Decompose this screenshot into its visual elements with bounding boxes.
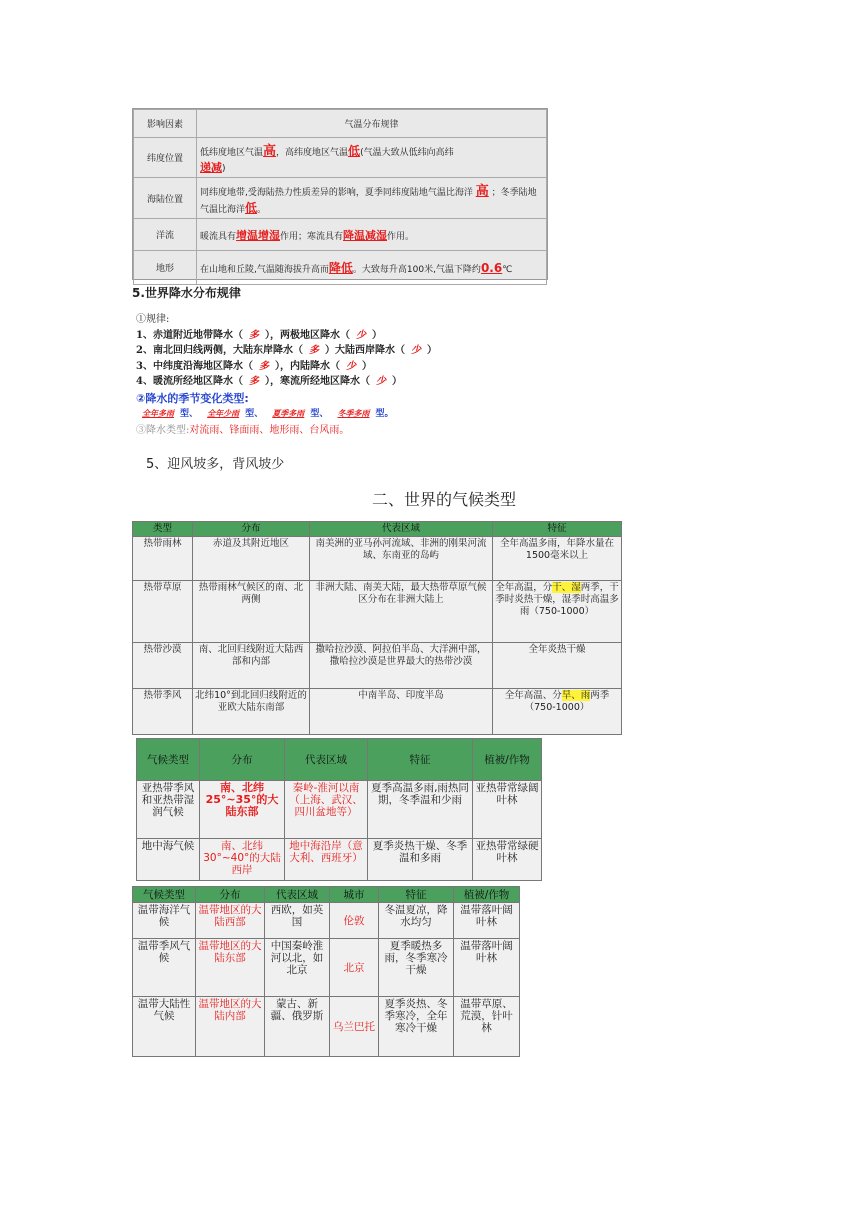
table-row: 热带草原 热带雨林气候区的南、北两侧 非洲大陆、南美大陆，最大热带草原气候区分布在非洲大陆上 全年高温，分干、湿两季，干季时炎热干燥，湿季时高温多雨（750-1000）: [133, 581, 622, 643]
col-distribution: 分布: [193, 522, 310, 537]
table-row: 温带大陆性气候 温带地区的大陆内部 蒙古、新疆、俄罗斯 乌兰巴托 夏季炎热、冬季寒冷，全年寒冷干燥 温带草原、荒漠，针叶林: [133, 997, 520, 1057]
temperate-climate-table: 气候类型 分布 代表区域 城市 特征 植被/作物 温带海洋气候 温带地区的大陆西部 西欧，如英国 伦敦 冬温夏凉，降水均匀 温带落叶阔叶林 温带季风气候 温带地区的大陆东部 中国秦岭淮河以北，如北京 北京 夏季暖热多雨，冬季寒冷干燥 温带落叶阔叶林 温带大陆性气候 温带地区的大陆内部 蒙古、新疆、俄罗斯 乌兰巴托 夏季炎热、冬季寒冷，全年寒冷干燥 温带草原、荒漠，针叶林: [132, 886, 520, 1057]
rule-current: 暖流具有增温增湿作用；寒流具有降温减湿作用。: [197, 219, 547, 251]
col-type: 类型: [133, 522, 193, 537]
factor-terrain: 地形: [134, 251, 197, 285]
rule-line-4: 4、暖流所经地区降水（ 多 ），寒流所经地区降水（ 少 ）: [136, 376, 402, 387]
rule-line-2: 2、南北回归线两侧，大陆东岸降水（ 多 ）大陆西岸降水（ 少 ）: [136, 345, 437, 356]
table-row: 热带季风 北纬10°到北回归线附近的亚欧大陆东南部 中南半岛、印度半岛 全年高温、分旱、雨两季（750-1000）: [133, 689, 622, 735]
rule-land-sea: 同纬度地带,受海陆热力性质差异的影响，夏季同纬度陆地气温比海洋 高 ；冬季陆地气温比海洋低。: [197, 178, 547, 219]
precipitation-rules: [136, 312, 476, 438]
header-rule: 气温分布规律: [197, 110, 547, 138]
precip-kinds: ③降水类型:对流雨、锋面雨、地形雨、台风雨。: [136, 424, 350, 436]
slope-note: 5、迎风坡多，背风坡少: [146, 457, 285, 472]
rule-latitude: 低纬度地区气温高，高纬度地区气温低(气温大致从低纬向高纬 递减): [197, 138, 547, 178]
table-row: 温带季风气候 温带地区的大陆东部 中国秦岭淮河以北，如北京 北京 夏季暖热多雨，冬季寒冷干燥 温带落叶阔叶林: [133, 939, 520, 997]
factor-land-sea: 海陆位置: [134, 178, 197, 219]
rule-line-1: 1、赤道附近地带降水（ 多 ），两极地区降水（ 少 ）: [136, 329, 382, 341]
table-row: 温带海洋气候 温带地区的大陆西部 西欧，如英国 伦敦 冬温夏凉，降水均匀 温带落叶阔叶林: [133, 903, 520, 939]
season-type-title: ②降水的季节变化类型:: [136, 391, 249, 405]
table-row: 热带沙漠 南、北回归线附近大陆西部和内部 撒哈拉沙漠、阿拉伯半岛、大洋洲中部，撒哈拉沙漠是世界最大的热带沙漠 全年炎热干燥: [133, 643, 622, 689]
factor-latitude: 纬度位置: [134, 138, 197, 178]
rule-title: ①规律:: [136, 314, 170, 325]
subtropical-climate-table: 气候类型 分布 代表区域 特征 植被/作物 亚热带季风和亚热带湿润气候 南、北纬25°~35°的大陆东部 秦岭-淮河以南（上海、武汉、四川盆地等） 夏季高温多雨,雨热同期，冬季温和少雨 亚热带常绿阔叶林 地中海气候 南、北纬30°~40°的大陆西岸 地中海沿岸（意大利、西班牙） 夏季炎热干燥、冬季温和多雨 亚热带常绿硬叶林: [136, 738, 542, 881]
tropical-climate-table: [132, 521, 622, 735]
header-factor: 影响因素: [134, 110, 197, 138]
col-feature: 特征: [493, 522, 622, 537]
season-types: 全年多雨 型、 全年少雨 型、 夏季多雨 型、 冬季多雨 型。: [142, 408, 394, 419]
rule-terrain: 在山地和丘陵,气温随海拔升高而降低。大致每升高100米,气温下降约0.6℃: [197, 251, 547, 285]
col-region: 代表区域: [310, 522, 493, 537]
factor-current: 洋流: [134, 219, 197, 251]
table-row: 热带雨林 赤道及其附近地区 南美洲的亚马孙河流域、非洲的刚果河流域、东南亚的岛屿 全年高温多雨，年降水量在1500毫米以上: [133, 537, 622, 581]
feature-savanna: 全年高温，分干、湿两季，干季时炎热干燥，湿季时高温多雨（750-1000）: [493, 581, 622, 643]
feature-monsoon: 全年高温、分旱、雨两季（750-1000）: [493, 689, 622, 735]
rule-line-3: 3、中纬度沿海地区降水（ 多 ），内陆降水（ 少 ）: [136, 360, 372, 372]
section-5-title: 5.世界降水分布规律: [132, 286, 241, 300]
table-row: 地中海气候 南、北纬30°~40°的大陆西岸 地中海沿岸（意大利、西班牙） 夏季炎热干燥、冬季温和多雨 亚热带常绿硬叶林: [137, 839, 542, 881]
section-2-title: 二、世界的气候类型: [372, 490, 517, 509]
temperature-factors-table: [132, 108, 548, 280]
table-row: 亚热带季风和亚热带湿润气候 南、北纬25°~35°的大陆东部 秦岭-淮河以南（上海、武汉、四川盆地等） 夏季高温多雨,雨热同期，冬季温和少雨 亚热带常绿阔叶林: [137, 781, 542, 839]
